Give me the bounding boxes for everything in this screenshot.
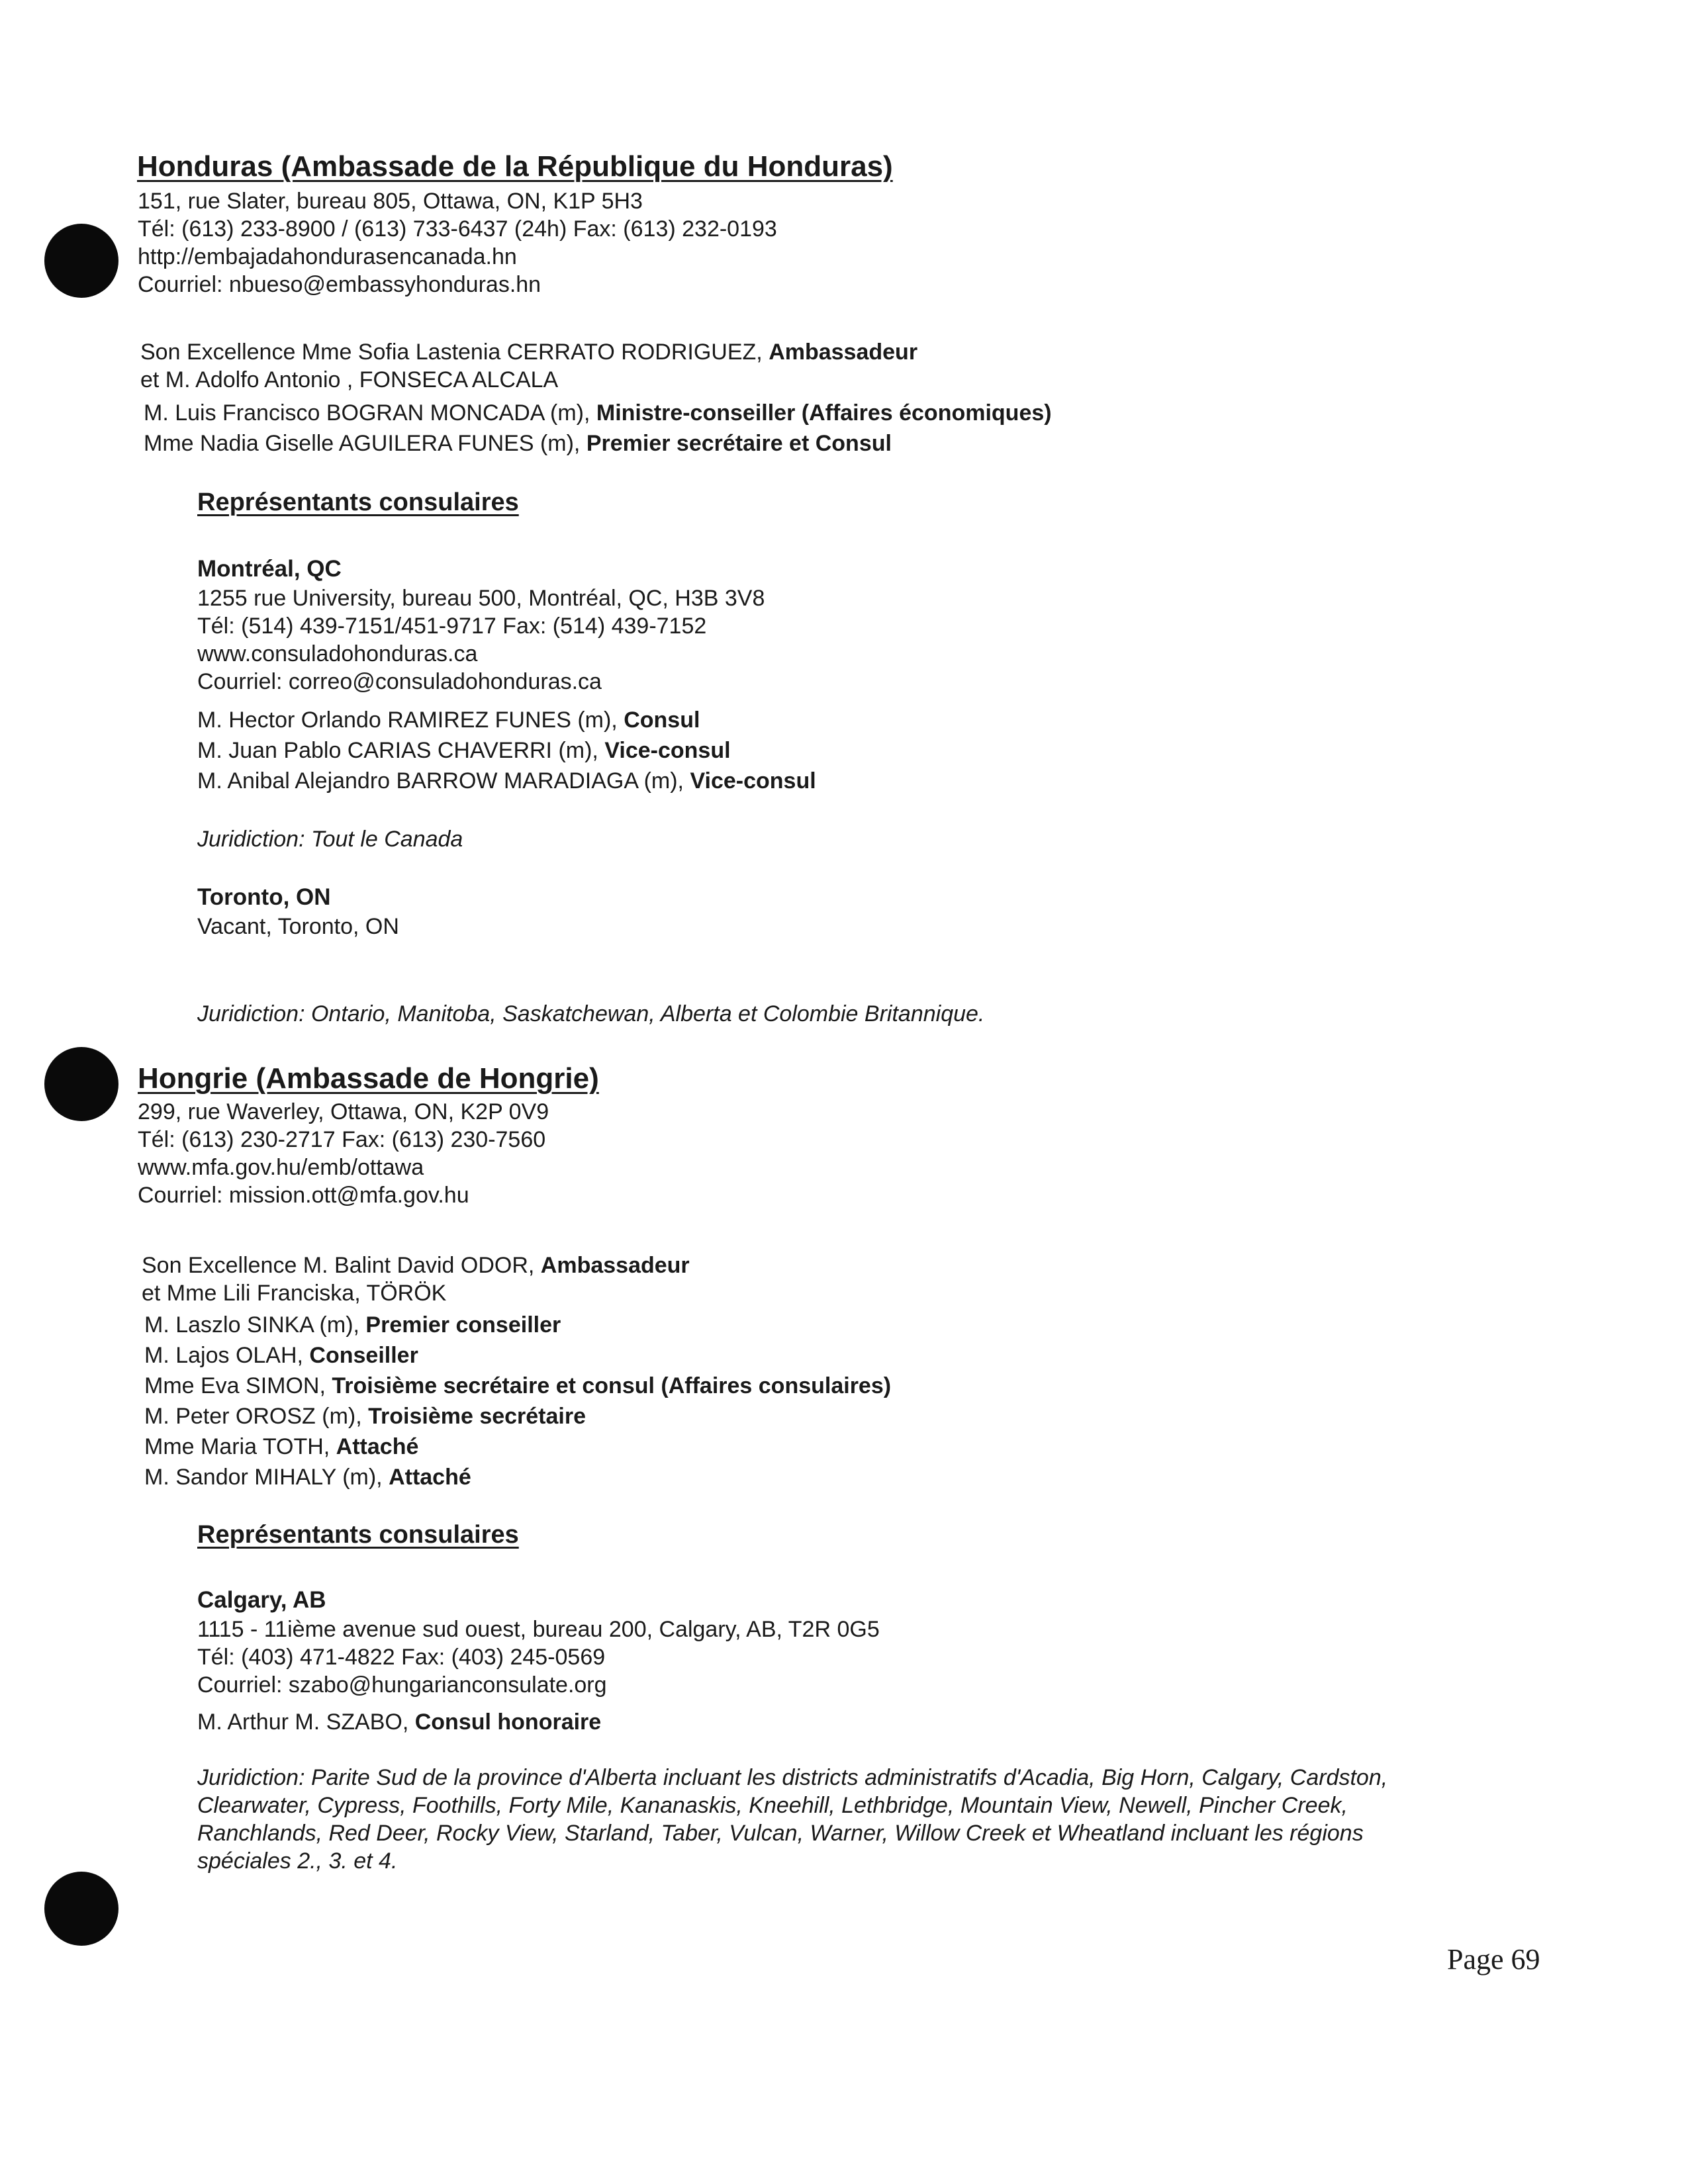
email: Courriel: szabo@hungarianconsulate.org <box>197 1672 607 1698</box>
jurisdiction-line: Clearwater, Cypress, Foothills, Forty Mile, Kananaskis, Kneehill, Lethbridge, Mountain View, Newell, Pincher Creek, <box>197 1793 1348 1818</box>
phone-fax: Tél: (514) 439-7151/451-9717 Fax: (514) 439-7152 <box>197 614 707 639</box>
section-title: Honduras (Ambassade de la République du Honduras) <box>137 150 893 183</box>
page-number: Page 69 <box>1447 1943 1540 1976</box>
staff-line: Son Excellence M. Balint David ODOR, Ambassadeur <box>142 1253 690 1278</box>
staff-line: et Mme Lili Franciska, TÖRÖK <box>142 1281 447 1306</box>
staff-line: et M. Adolfo Antonio , FONSECA ALCALA <box>140 367 559 392</box>
address: 299, rue Waverley, Ottawa, ON, K2P 0V9 <box>138 1099 549 1124</box>
consular-heading: Représentants consulaires <box>197 488 519 516</box>
address: 1255 rue University, bureau 500, Montréal, QC, H3B 3V8 <box>197 586 765 611</box>
phone-fax: Tél: (613) 230-2717 Fax: (613) 230-7560 <box>138 1127 546 1152</box>
staff-line: Son Excellence Mme Sofia Lastenia CERRATO RODRIGUEZ, Ambassadeur <box>140 340 918 365</box>
phone-fax: Tél: (613) 233-8900 / (613) 733-6437 (24h) Fax: (613) 232-0193 <box>138 216 777 242</box>
jurisdiction-line: Ranchlands, Red Deer, Rocky View, Starland, Taber, Vulcan, Warner, Willow Creek et Wheatland incluant les régions <box>197 1821 1364 1846</box>
website: www.consuladohonduras.ca <box>197 641 478 666</box>
staff-line: M. Anibal Alejandro BARROW MARADIAGA (m), Vice-consul <box>197 768 816 794</box>
jurisdiction-line: Juridiction: Parite Sud de la province d'Alberta incluant les districts administratifs d'Acadia, Big Horn, Calgary, Cardston, <box>197 1765 1388 1790</box>
address: Vacant, Toronto, ON <box>197 914 399 939</box>
city-heading: Toronto, ON <box>197 884 331 910</box>
website: www.mfa.gov.hu/emb/ottawa <box>138 1155 424 1180</box>
email: Courriel: nbueso@embassyhonduras.hn <box>138 272 541 297</box>
consular-heading: Représentants consulaires <box>197 1521 519 1549</box>
jurisdiction-line: spéciales 2., 3. et 4. <box>197 1848 398 1874</box>
staff-line: M. Laszlo SINKA (m), Premier conseiller <box>144 1312 561 1338</box>
staff-line: Mme Eva SIMON, Troisième secrétaire et consul (Affaires consulaires) <box>144 1373 892 1398</box>
staff-line: Mme Nadia Giselle AGUILERA FUNES (m), Premier secrétaire et Consul <box>144 431 892 456</box>
staff-line: M. Peter OROSZ (m), Troisième secrétaire <box>144 1404 586 1429</box>
staff-line: M. Juan Pablo CARIAS CHAVERRI (m), Vice-consul <box>197 738 731 763</box>
staff-line: M. Luis Francisco BOGRAN MONCADA (m), Ministre-conseiller (Affaires économiques) <box>144 400 1052 426</box>
phone-fax: Tél: (403) 471-4822 Fax: (403) 245-0569 <box>197 1645 606 1670</box>
email: Courriel: mission.ott@mfa.gov.hu <box>138 1183 469 1208</box>
address: 1115 - 11ième avenue sud ouest, bureau 200, Calgary, AB, T2R 0G5 <box>197 1617 880 1642</box>
email: Courriel: correo@consuladohonduras.ca <box>197 669 602 694</box>
staff-line: M. Arthur M. SZABO, Consul honoraire <box>197 1709 602 1735</box>
punch-hole <box>44 224 118 298</box>
staff-line: M. Sandor MIHALY (m), Attaché <box>144 1465 471 1490</box>
city-heading: Montréal, QC <box>197 556 342 582</box>
jurisdiction: Juridiction: Ontario, Manitoba, Saskatchewan, Alberta et Colombie Britannique. <box>197 1001 985 1026</box>
staff-line: Mme Maria TOTH, Attaché <box>144 1434 419 1459</box>
punch-hole <box>44 1872 118 1946</box>
website: http://embajadahondurasencanada.hn <box>138 244 517 269</box>
city-heading: Calgary, AB <box>197 1587 326 1613</box>
jurisdiction: Juridiction: Tout le Canada <box>197 827 463 852</box>
address: 151, rue Slater, bureau 805, Ottawa, ON, K1P 5H3 <box>138 189 643 214</box>
punch-hole <box>44 1047 118 1121</box>
section-title: Hongrie (Ambassade de Hongrie) <box>138 1062 599 1095</box>
staff-line: M. Lajos OLAH, Conseiller <box>144 1343 418 1368</box>
staff-line: M. Hector Orlando RAMIREZ FUNES (m), Consul <box>197 707 700 733</box>
